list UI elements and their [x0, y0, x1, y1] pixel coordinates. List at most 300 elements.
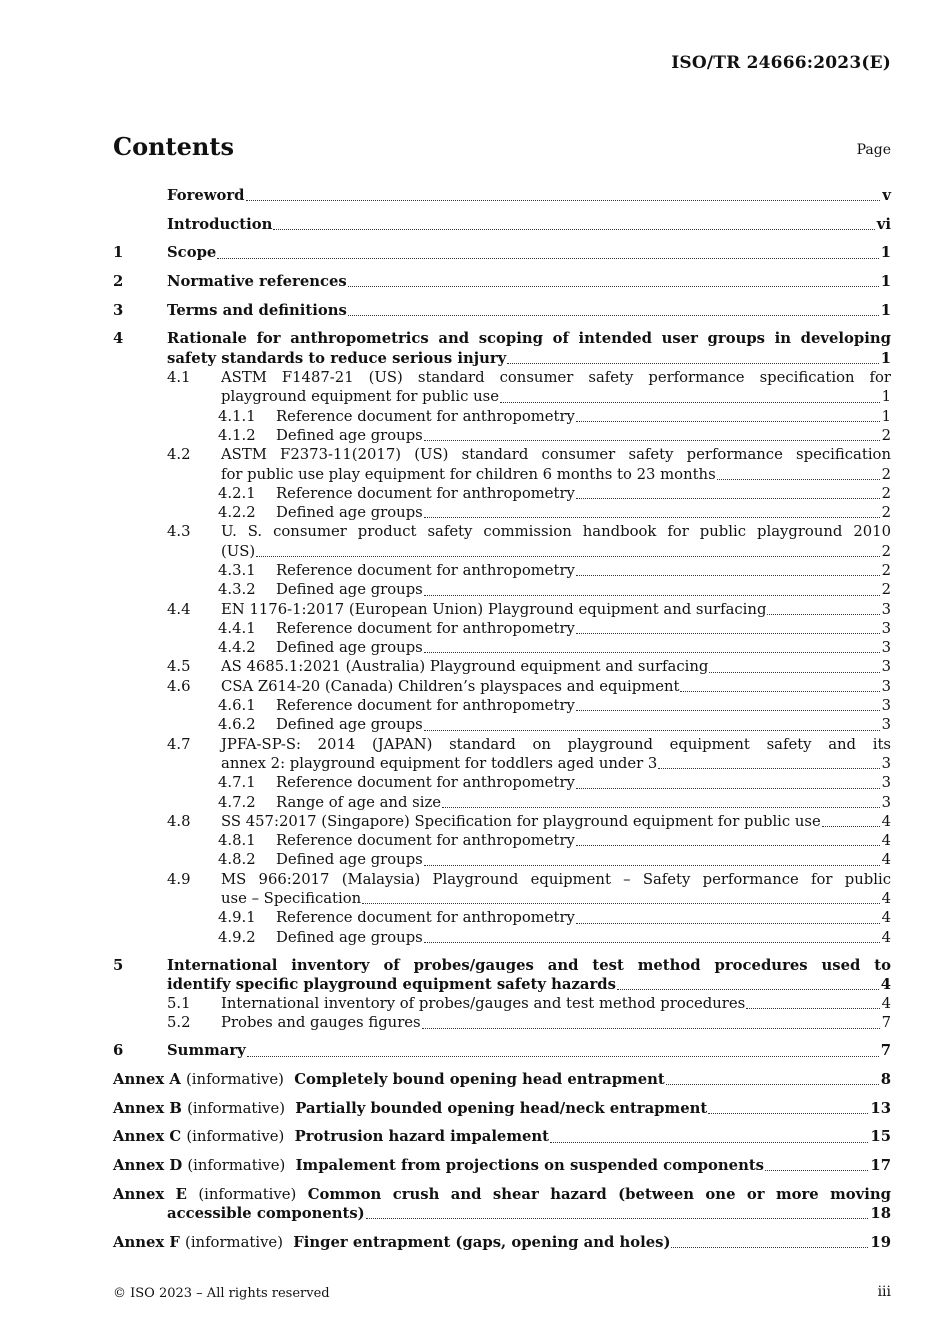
toc-entry-number: 4.8.1	[218, 832, 256, 850]
annex-line	[113, 1127, 891, 1146]
toc-entry-body	[276, 503, 891, 522]
toc-entry-page: 2	[881, 504, 891, 522]
dot-leader	[576, 923, 880, 924]
annex-line	[113, 1070, 891, 1089]
toc-entry-number: 4.8	[167, 812, 191, 830]
toc-entry-title: Foreword	[167, 187, 245, 204]
annex-label: Annex D	[113, 1157, 183, 1175]
toc-entry-number: 4.7.2	[218, 793, 256, 811]
copyright-notice: © ISO 2023 – All rights reserved	[113, 1286, 330, 1301]
dot-leader	[348, 315, 879, 316]
annex-first-line	[113, 1185, 891, 1204]
dot-leader	[247, 1056, 879, 1057]
annex-title: Finger entrapment (gaps, opening and holes)	[293, 1233, 671, 1251]
toc-entry-title: Reference document for anthropometry	[276, 484, 575, 502]
toc-entry[interactable]	[113, 484, 891, 503]
toc-entry[interactable]	[113, 956, 891, 995]
toc-entry[interactable]	[113, 522, 891, 561]
toc-entry-number: 4.6.1	[218, 697, 256, 715]
toc-entry-title: Scope	[167, 244, 217, 262]
toc-entry-body	[221, 445, 891, 484]
annex-entry[interactable]	[113, 1099, 891, 1118]
toc-entry-line	[167, 349, 891, 368]
toc-entry-number: 6	[113, 1042, 124, 1060]
annex-page: 17	[870, 1157, 891, 1175]
toc-entry-number: 4.9.2	[218, 928, 256, 946]
toc-entry-page: 4	[881, 995, 891, 1013]
toc-entry-title: Terms and definitions	[167, 301, 347, 319]
annex-informative: (informative)	[185, 1233, 283, 1251]
annex-entry[interactable]	[113, 1156, 891, 1175]
annex-informative: (informative)	[187, 1157, 286, 1175]
toc-entry-body	[276, 831, 891, 850]
dot-leader	[424, 595, 880, 596]
toc-entry[interactable]	[113, 638, 891, 657]
toc-entry-page: 1	[880, 273, 891, 291]
toc-entry-line	[276, 850, 891, 869]
toc-entry-line	[276, 908, 891, 927]
toc-entry[interactable]	[113, 831, 891, 850]
toc-entry[interactable]	[113, 850, 891, 869]
dot-leader	[500, 402, 880, 403]
toc-entry-line	[221, 657, 891, 676]
toc-entry-number: 4.8.2	[218, 851, 256, 869]
dot-leader	[217, 258, 878, 259]
toc-entry-page: 1	[880, 349, 891, 367]
annex-informative: (informative)	[187, 1099, 285, 1117]
dot-leader	[424, 517, 880, 518]
toc-entry-number: 4.1.2	[218, 426, 256, 444]
toc-entry[interactable]	[113, 243, 891, 262]
toc-entry-title: Defined age groups	[276, 716, 423, 734]
toc-entry-number: 4.3.1	[218, 562, 256, 579]
toc-entry-line	[221, 677, 891, 696]
dot-leader	[424, 865, 880, 866]
toc-entry-line	[276, 503, 891, 522]
toc-entry-body	[221, 657, 891, 676]
toc-entry[interactable]	[113, 715, 891, 734]
dot-leader	[424, 652, 880, 653]
annex-heading	[113, 1156, 764, 1175]
toc-entry-page: 3	[881, 716, 891, 734]
toc-entry-body	[167, 1041, 891, 1060]
toc-entry-title: Range of age and size	[276, 793, 442, 811]
toc-entry-title: SS 457:2017 (Singapore) Specification for playground equipment for public use	[221, 812, 821, 830]
annex-heading	[113, 1099, 707, 1118]
dot-leader	[666, 1084, 879, 1085]
toc-entry-number: 4.3	[167, 523, 191, 541]
dot-leader	[709, 672, 879, 673]
toc-entry-number: 4.2	[167, 446, 191, 464]
dot-leader	[576, 575, 880, 576]
toc-entry[interactable]	[113, 186, 891, 205]
document-id: ISO/TR 24666:2023(E)	[671, 53, 891, 73]
toc-entry-page: 1	[880, 301, 891, 319]
toc-entry-number: 4.2.1	[218, 484, 256, 502]
toc-entry-title: JPFA-SP-S: 2014 (JAPAN) standard on playground equipment safety and its	[221, 735, 891, 753]
toc-entry-body	[276, 638, 891, 657]
toc-entry-page: 1	[880, 244, 891, 262]
toc-entry-title: safety standards to reduce serious injury	[167, 349, 507, 367]
toc-entry-page: 3	[881, 639, 891, 657]
annex-label: Annex B	[113, 1099, 182, 1117]
toc-entry-title: MS 966:2017 (Malaysia) Playground equipment – Safety performance for public	[221, 870, 891, 888]
toc-entry-line	[276, 580, 891, 599]
annex-entry[interactable]	[113, 1070, 891, 1089]
annex-title: Common crush and shear hazard (between one or more moving	[307, 1185, 891, 1203]
toc-entry-line	[276, 619, 891, 638]
toc-entry-page: vi	[876, 215, 891, 233]
dot-leader	[576, 710, 880, 711]
dot-leader	[256, 556, 879, 557]
toc-entry-line	[167, 272, 891, 291]
dot-leader	[708, 1113, 868, 1114]
annex-informative: (informative)	[198, 1185, 297, 1203]
dot-leader	[576, 421, 880, 422]
toc-entry-line	[167, 1041, 891, 1060]
toc-entry-body	[276, 580, 891, 599]
annex-page: 13	[870, 1099, 891, 1117]
toc-entry-line	[167, 186, 891, 205]
dot-leader	[348, 286, 879, 287]
toc-entry-body	[276, 908, 891, 927]
toc-entry-body	[221, 677, 891, 696]
annex-title: accessible components)	[167, 1205, 365, 1223]
annex-line	[113, 1156, 891, 1175]
toc-entry-page: 3	[881, 677, 891, 695]
toc-entry[interactable]	[113, 677, 891, 696]
toc-entry-number: 4.2.2	[218, 504, 256, 522]
toc-entry-title: (US)	[221, 542, 256, 560]
toc-entry-page: 2	[881, 484, 891, 502]
toc-entry-line	[276, 793, 891, 812]
dot-leader	[576, 788, 880, 789]
toc-entry-body	[276, 561, 891, 580]
toc-entry-body	[276, 793, 891, 812]
toc-entry-number: 4.7.1	[218, 774, 256, 792]
toc-entry-title: Reference document for anthropometry	[276, 619, 575, 637]
toc-entry-title: Defined age groups	[276, 851, 423, 869]
toc-entry[interactable]	[113, 426, 891, 445]
toc-entry-line	[221, 465, 891, 484]
annex-title: Completely bound opening head entrapment	[294, 1071, 665, 1088]
toc-entry-page: 3	[881, 600, 891, 618]
toc-entry-title: ASTM F2373-11(2017) (US) standard consumer safety performance specification	[221, 446, 891, 464]
toc-entry-body	[276, 619, 891, 638]
toc-entry-page: 2	[881, 542, 891, 560]
annex-heading	[113, 1233, 670, 1252]
toc-entry-body	[276, 484, 891, 503]
toc-entry-body	[221, 994, 891, 1013]
dot-leader	[717, 479, 880, 480]
toc-entry-body	[167, 329, 891, 368]
toc-entry-number: 4.3.2	[218, 581, 256, 599]
toc-entry-body	[221, 1013, 891, 1032]
toc-entry-page: 7	[881, 1014, 891, 1032]
annex-label: Annex C	[113, 1128, 182, 1146]
toc-entry[interactable]	[113, 561, 891, 580]
annex-line	[113, 1099, 891, 1118]
dot-leader	[767, 614, 879, 615]
annex-title: Partially bounded opening head/neck entrapment	[295, 1099, 708, 1117]
toc-entry-number: 4.6	[167, 677, 191, 695]
toc-entry-line	[221, 387, 891, 406]
toc-entry-title: Defined age groups	[276, 426, 423, 444]
annex-label: Annex A	[113, 1071, 181, 1088]
toc-entry[interactable]	[113, 928, 891, 947]
dot-leader	[765, 1170, 868, 1171]
toc-entry-number: 4.1	[167, 369, 191, 387]
annex-entry[interactable]	[113, 1127, 891, 1146]
toc-entry[interactable]	[113, 407, 891, 426]
toc-entry[interactable]	[113, 696, 891, 715]
dot-leader	[671, 1247, 868, 1248]
toc-entry-number: 1	[113, 244, 124, 262]
toc-entry-line	[221, 600, 891, 619]
toc-entry[interactable]	[113, 994, 891, 1013]
toc-entry-page: 3	[881, 619, 891, 637]
toc-entry-page: 4	[881, 890, 891, 908]
dot-leader	[746, 1008, 879, 1009]
toc-entry[interactable]	[113, 1013, 891, 1032]
dot-leader	[822, 826, 880, 827]
dot-leader	[507, 363, 878, 364]
dot-leader	[424, 942, 880, 943]
toc-entry-number: 4.4.1	[218, 619, 256, 637]
toc-entry-line	[276, 407, 891, 426]
dot-leader	[576, 498, 880, 499]
toc-entry-page: 2	[881, 426, 891, 444]
toc-entry-page: 2	[881, 581, 891, 599]
toc-entry-line	[167, 215, 891, 234]
toc-entry-line	[276, 426, 891, 445]
annex-label: Annex F	[113, 1233, 180, 1251]
toc-entry-title: annex 2: playground equipment for toddlers aged under 3	[221, 754, 658, 772]
toc-entry-title: use – Specification	[221, 890, 362, 908]
toc-entry[interactable]	[113, 657, 891, 676]
toc-entry-title: Defined age groups	[276, 928, 423, 946]
toc-entry[interactable]	[113, 1041, 891, 1060]
toc-entry-number: 4.4.2	[218, 639, 256, 657]
annex-heading	[113, 1070, 665, 1089]
toc-entry-title: Defined age groups	[276, 504, 423, 522]
dot-leader	[422, 1028, 880, 1029]
toc-entry-number: 5.2	[167, 1014, 191, 1032]
toc-entry-line	[221, 889, 891, 908]
toc-entry-title: Reference document for anthropometry	[276, 832, 575, 850]
dot-leader	[576, 845, 880, 846]
toc-entry-body	[276, 928, 891, 947]
toc-entry-line	[221, 542, 891, 561]
annex-informative: (informative)	[186, 1128, 285, 1146]
toc-entry-title: EN 1176-1:2017 (European Union) Playground equipment and surfacing	[221, 600, 767, 618]
dot-leader	[424, 440, 880, 441]
toc-entry[interactable]	[113, 619, 891, 638]
toc-entry-page: 4	[881, 812, 891, 830]
toc-entry-body	[167, 215, 891, 234]
dot-leader	[658, 768, 879, 769]
toc-entry-page: 4	[881, 909, 891, 927]
dot-leader	[362, 903, 879, 904]
toc-entry-body	[167, 243, 891, 262]
toc-entry-number: 5	[113, 956, 124, 974]
toc-entry-number: 4.1.1	[218, 407, 256, 425]
toc-entry-page: 2	[881, 562, 891, 579]
toc-entry-page: v	[882, 187, 891, 204]
toc-entry-number: 2	[113, 273, 124, 291]
toc-entry-body	[167, 956, 891, 995]
toc-entry-number: 4.9.1	[218, 909, 256, 927]
toc-entry[interactable]	[113, 272, 891, 291]
toc-entry-line	[276, 561, 891, 580]
toc-entry[interactable]	[113, 908, 891, 927]
toc-entry-body	[167, 272, 891, 291]
toc-entry-title: Reference document for anthropometry	[276, 909, 575, 927]
toc-entry-body	[276, 715, 891, 734]
toc-entry-page: 1	[881, 407, 891, 425]
toc-entry-page: 4	[881, 928, 891, 946]
toc-entry[interactable]	[113, 503, 891, 522]
toc-entry[interactable]	[113, 870, 891, 909]
annex-line	[113, 1204, 891, 1223]
toc-entry-title: U. S. consumer product safety commission handbook for public playground 2010	[221, 523, 891, 541]
annex-page: 8	[880, 1071, 891, 1088]
toc-entry-page: 2	[881, 465, 891, 483]
toc-entry-page: 1	[881, 388, 891, 406]
toc-entry-body	[167, 301, 891, 320]
toc-entry-number: 4	[113, 330, 124, 348]
toc-entry-line	[276, 928, 891, 947]
toc-entry-line	[276, 696, 891, 715]
annex-label: Annex E	[113, 1185, 187, 1203]
toc-entry-title: for public use play equipment for children 6 months to 23 months	[221, 465, 716, 483]
toc-entry-number: 4.6.2	[218, 716, 256, 734]
contents-title: Contents	[113, 132, 234, 161]
toc-entry[interactable]	[113, 301, 891, 320]
toc-entry[interactable]	[113, 580, 891, 599]
toc-entry-title: Defined age groups	[276, 581, 423, 599]
toc-entry-body	[276, 850, 891, 869]
toc-entry-page: 7	[880, 1042, 891, 1060]
toc-entry[interactable]	[113, 215, 891, 234]
toc-entry-body	[276, 696, 891, 715]
toc-entry-title: Reference document for anthropometry	[276, 407, 575, 425]
toc-entry-number: 4.9	[167, 870, 191, 888]
toc-entry-title: Probes and gauges figures	[221, 1014, 421, 1032]
toc-entry-title: ASTM F1487-21 (US) standard consumer safety performance specification for	[221, 369, 891, 387]
dot-leader	[366, 1218, 869, 1219]
toc-entry-number: 4.7	[167, 735, 191, 753]
dot-leader	[246, 200, 881, 201]
toc-entry-page: 3	[881, 697, 891, 715]
page-column-label: Page	[856, 142, 891, 158]
annex-line	[113, 1233, 891, 1252]
dot-leader	[442, 807, 880, 808]
toc-entry-title: International inventory of probes/gauges and test method procedures	[221, 995, 746, 1013]
toc-entry-line	[167, 975, 891, 994]
toc-entry[interactable]	[113, 368, 891, 407]
toc-entry-title: Defined age groups	[276, 639, 423, 657]
toc-entry-line	[167, 243, 891, 262]
toc-entry-page: 4	[880, 975, 891, 993]
toc-entry-number: 5.1	[167, 995, 191, 1013]
toc-entry-line	[276, 715, 891, 734]
toc-entry-line	[276, 773, 891, 792]
table-of-contents	[113, 186, 891, 1252]
toc-entry-body	[276, 407, 891, 426]
dot-leader	[617, 989, 879, 990]
annex-entry[interactable]	[113, 1233, 891, 1252]
toc-entry-body	[221, 735, 891, 774]
toc-entry[interactable]	[113, 735, 891, 774]
toc-entry-title: Normative references	[167, 273, 347, 291]
toc-entry-title: CSA Z614-20 (Canada) Children’s playspaces and equipment	[221, 677, 680, 695]
dot-leader	[273, 229, 874, 230]
annex-page: 18	[870, 1205, 891, 1223]
toc-entry-page: 3	[881, 793, 891, 811]
toc-entry[interactable]	[113, 773, 891, 792]
toc-entry-title: playground equipment for public use	[221, 388, 499, 406]
toc-entry-body	[221, 522, 891, 561]
toc-entry-body	[167, 186, 891, 205]
toc-entry-line	[167, 301, 891, 320]
annex-page: 19	[870, 1233, 891, 1251]
toc-entry-page: 3	[881, 658, 891, 676]
toc-entry-title: Rationale for anthropometrics and scoping of intended user groups in developing	[167, 330, 891, 348]
toc-entry-title: AS 4685.1:2021 (Australia) Playground equipment and surfacing	[221, 658, 709, 676]
dot-leader	[680, 691, 879, 692]
toc-entry-body	[221, 812, 891, 831]
toc-entry-page: 3	[881, 774, 891, 792]
toc-entry-line	[221, 994, 891, 1013]
toc-entry-line	[221, 754, 891, 773]
toc-entry[interactable]	[113, 600, 891, 619]
toc-entry-title: Summary	[167, 1042, 246, 1060]
dot-leader	[576, 633, 880, 634]
toc-entry-body	[276, 426, 891, 445]
toc-entry-number: 3	[113, 301, 124, 319]
toc-entry-page: 3	[881, 754, 891, 772]
toc-entry-title: International inventory of probes/gauges and test method procedures used to	[167, 956, 891, 974]
toc-entry-line	[221, 812, 891, 831]
toc-entry[interactable]	[113, 812, 891, 831]
toc-entry-body	[276, 773, 891, 792]
toc-entry[interactable]	[113, 329, 891, 368]
annex-page: 15	[870, 1128, 891, 1146]
toc-entry-line	[221, 1013, 891, 1032]
page-number: iii	[877, 1284, 891, 1300]
toc-entry-title: Reference document for anthropometry	[276, 774, 575, 792]
toc-entry-line	[276, 484, 891, 503]
toc-entry-number: 4.4	[167, 600, 191, 618]
annex-heading	[113, 1127, 549, 1146]
toc-entry-body	[221, 870, 891, 909]
toc-entry-line	[276, 831, 891, 850]
annex-entry[interactable]	[113, 1185, 891, 1224]
toc-entry-page: 4	[881, 851, 891, 869]
toc-entry[interactable]	[113, 445, 891, 484]
toc-entry-line	[276, 638, 891, 657]
annex-informative: (informative)	[186, 1071, 284, 1088]
toc-entry-title: identify specific playground equipment safety hazards	[167, 975, 616, 993]
toc-entry-title: Reference document for anthropometry	[276, 562, 575, 579]
toc-entry[interactable]	[113, 793, 891, 812]
toc-entry-body	[221, 368, 891, 407]
toc-entry-title: Introduction	[167, 215, 273, 233]
dot-leader	[424, 730, 880, 731]
toc-entry-number: 4.5	[167, 658, 191, 676]
toc-entry-body	[221, 600, 891, 619]
